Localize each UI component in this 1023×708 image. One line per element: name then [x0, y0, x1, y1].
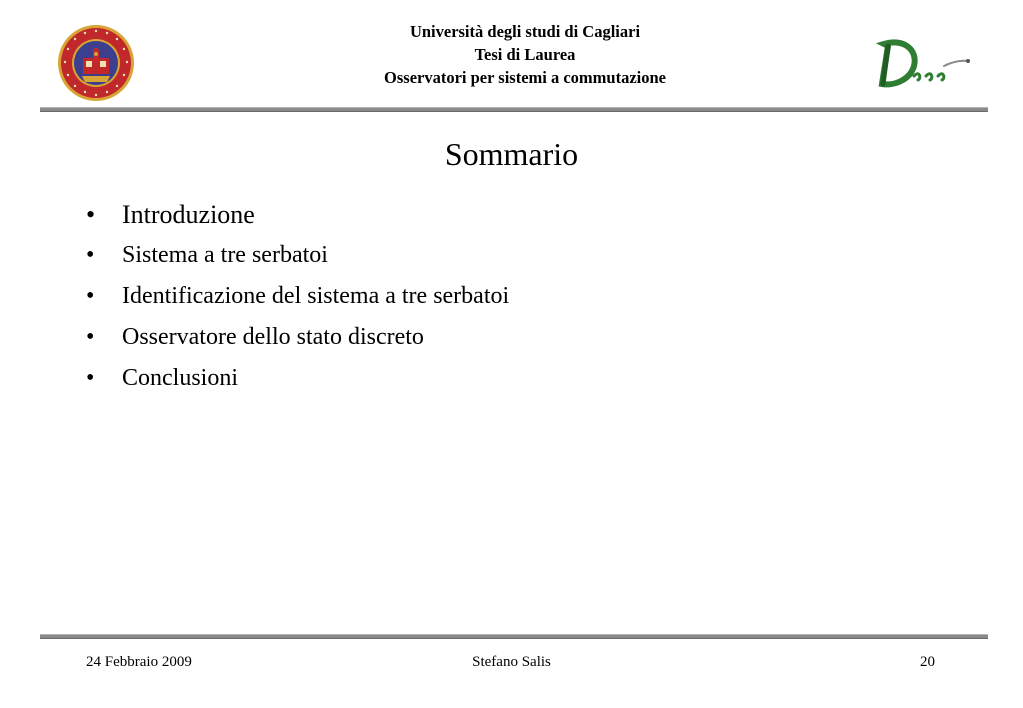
slide-title: Sommario	[444, 136, 579, 172]
header-divider	[40, 107, 988, 112]
footer-author: Stefano Salis	[472, 654, 551, 670]
summary-bullet-list	[84, 194, 509, 399]
footer-date: 24 Febbraio 2009	[86, 654, 192, 670]
thesis-type: Tesi di Laurea	[474, 45, 576, 64]
presentation-header	[280, 20, 770, 89]
diee-logo-icon	[874, 36, 974, 92]
list-item: • Introduzione	[84, 194, 509, 235]
diee-department-logo	[874, 36, 974, 92]
list-item: • Sistema a tre serbatoi	[84, 235, 509, 276]
footer-divider	[40, 634, 988, 639]
list-item: • Conclusioni	[84, 358, 509, 399]
list-item: • Identificazione del sistema a tre serbatoi	[84, 276, 509, 317]
university-seal-icon	[57, 24, 135, 102]
list-item: • Osservatore dello stato discreto	[84, 317, 509, 358]
thesis-title: Osservatori per sistemi a commutazione	[384, 68, 666, 87]
university-seal-logo	[57, 24, 135, 102]
university-name: Università degli studi di Cagliari	[409, 22, 641, 41]
page-number: 20	[920, 654, 935, 670]
